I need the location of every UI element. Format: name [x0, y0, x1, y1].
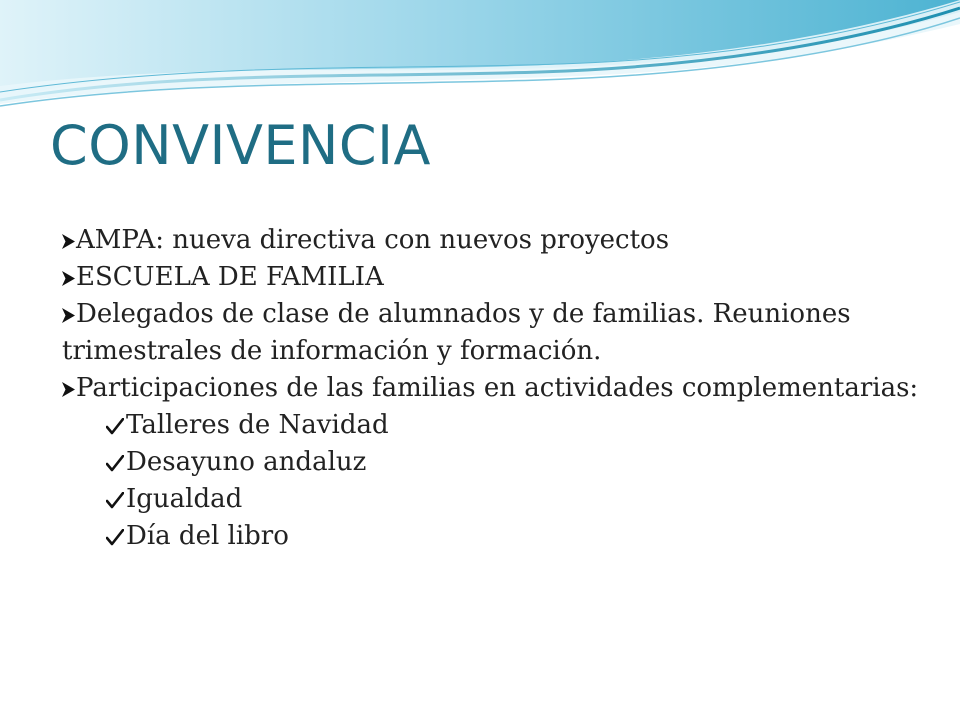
bullet-item [62, 296, 922, 370]
checkmark-icon [106, 492, 124, 509]
checkmark-icon [106, 529, 124, 546]
checklist [62, 407, 922, 555]
bullet-item [62, 259, 922, 296]
slide-content [62, 222, 922, 555]
arrow-bullet-icon [62, 271, 75, 286]
arrow-bullet-icon [62, 308, 75, 323]
bullet-text: AMPA: nueva directiva con nuevos proyectos [76, 225, 670, 255]
slide-title: CONVIVENCIA [50, 114, 431, 177]
checklist-item [106, 518, 922, 555]
arrow-bullet-icon [62, 234, 75, 249]
bullet-item [62, 370, 922, 407]
header-wave-decoration [0, 0, 960, 120]
checklist-item [106, 444, 922, 481]
bullet-text: Delegados de clase de alumnados y de familias. Reuniones trimestrales de información y formación. [62, 299, 851, 366]
checklist-text: Talleres de Navidad [126, 410, 389, 440]
checklist-text: Desayuno andaluz [126, 447, 367, 477]
bullet-item [62, 222, 922, 259]
bullet-text: Participaciones de las familias en actividades complementarias: [76, 373, 919, 403]
checklist-text: Igualdad [126, 484, 243, 514]
arrow-bullet-icon [62, 382, 75, 397]
bullet-text: ESCUELA DE FAMILIA [76, 262, 384, 292]
checkmark-icon [106, 455, 124, 472]
bullet-list [62, 222, 922, 407]
checkmark-icon [106, 418, 124, 435]
checklist-item [106, 481, 922, 518]
checklist-item [106, 407, 922, 444]
checklist-text: Día del libro [126, 521, 289, 551]
